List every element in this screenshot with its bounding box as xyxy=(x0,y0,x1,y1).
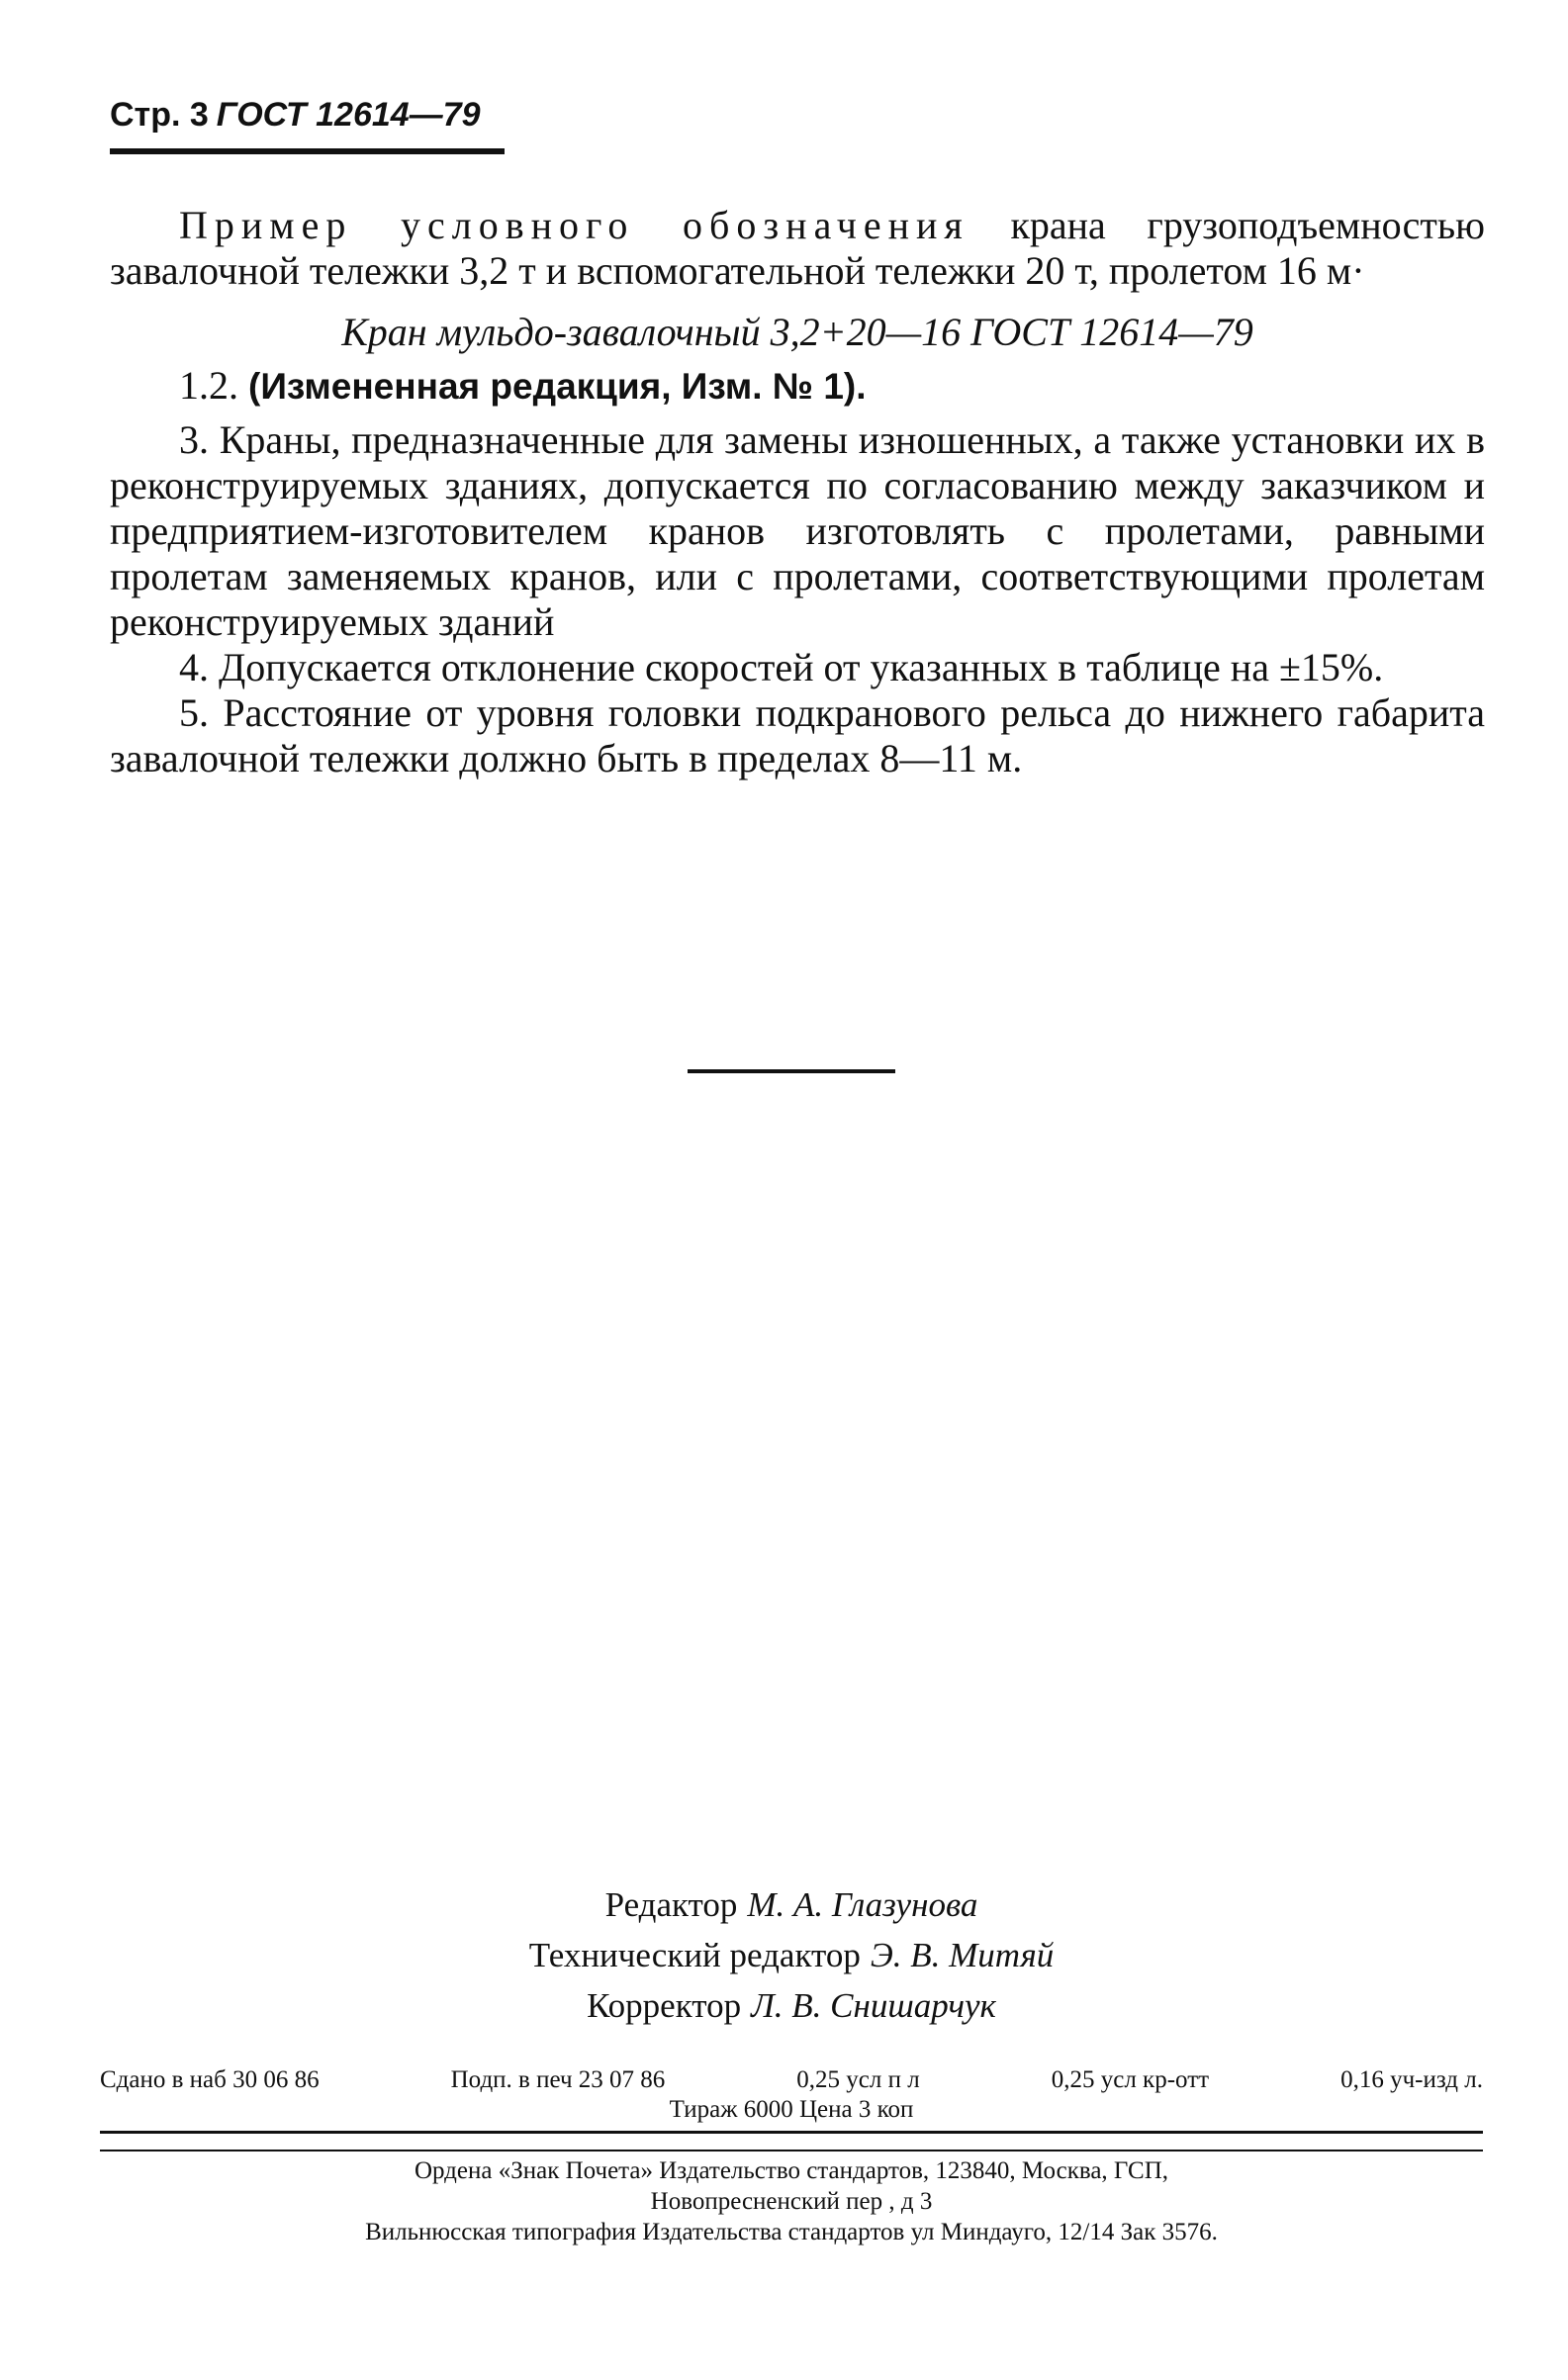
tech-editor-name: Э. В. Митяй xyxy=(870,1936,1055,1974)
paragraph-3: 3. Краны, предназначенные для замены изношенных, а также установки их в реконструируемых зданиях, допускается по согласованию между заказчиком и предприятием-изготовителем кранов изготовлять с пролетами, равными пролетам заменяемых кранов, или с пролетами, соответствующими пролетам реконструируемых зданий xyxy=(110,417,1485,644)
amendment-text: (Измененная редакция, Изм. № 1). xyxy=(248,366,867,407)
publisher-footer xyxy=(100,2150,1483,2247)
paragraph-5: 5. Расстояние от уровня головки подкранового рельса до нижнего габарита завалочной тележки должно быть в пределах 8—11 м. xyxy=(110,690,1485,780)
page-number: Стр. 3 xyxy=(110,96,209,134)
publisher-address: Новопресненский пер , д 3 xyxy=(650,2188,933,2215)
example-paragraph xyxy=(110,203,1485,294)
editor-name: М. А. Глазунова xyxy=(747,1885,978,1924)
publisher-line: Ордена «Знак Почета» Издательство стандартов, 123840, Москва, ГСП, xyxy=(414,2157,1169,2184)
page-header xyxy=(110,95,505,154)
tech-editor-label: Технический редактор xyxy=(528,1936,861,1974)
example-text: крана грузоподъемностью завалочной тележки 3,2 т и вспомогательной тележки 20 т, пролетом 16 м· xyxy=(110,203,1485,293)
paragraph-4: 4. Допускается отклонение скоростей от указанных в таблице на ±15%. xyxy=(179,645,1384,689)
printing-house-line: Вильнюсская типография Издательства стандартов ул Миндауго, 12/14 Зак 3576. xyxy=(365,2219,1218,2245)
publisher-sheets: 0,16 уч-изд л. xyxy=(1340,2066,1483,2093)
corrector-label: Корректор xyxy=(587,1986,742,2025)
amendment-note xyxy=(110,363,1485,410)
document-body xyxy=(110,203,1485,781)
print-run: Тираж 6000 Цена 3 коп xyxy=(669,2096,914,2123)
corrector-line xyxy=(396,1980,1187,2031)
tech-editor-line xyxy=(396,1930,1187,1980)
imprint-details xyxy=(100,2065,1483,2095)
section-divider xyxy=(688,1069,895,1073)
corrector-name: Л. В. Снишарчук xyxy=(751,1986,996,2025)
credits-block xyxy=(396,1879,1187,2031)
print-sheets: 0,25 усл кр-отт xyxy=(1051,2066,1210,2093)
submitted-date: Сдано в наб 30 06 86 xyxy=(100,2066,320,2093)
amendment-number: 1.2. xyxy=(179,363,238,408)
print-imprint xyxy=(100,2065,1483,2134)
editor-label: Редактор xyxy=(604,1885,738,1924)
standard-code: ГОСТ 12614—79 xyxy=(216,96,481,134)
editor-line xyxy=(396,1879,1187,1930)
example-designation: Кран мульдо-завалочный 3,2+20—16 ГОСТ 12614—79 xyxy=(341,310,1253,354)
printed-sheets: 0,25 усл п л xyxy=(796,2066,920,2093)
signed-date: Подп. в печ 23 07 86 xyxy=(450,2066,666,2093)
example-lead: Пример условного обозначения xyxy=(179,203,969,247)
